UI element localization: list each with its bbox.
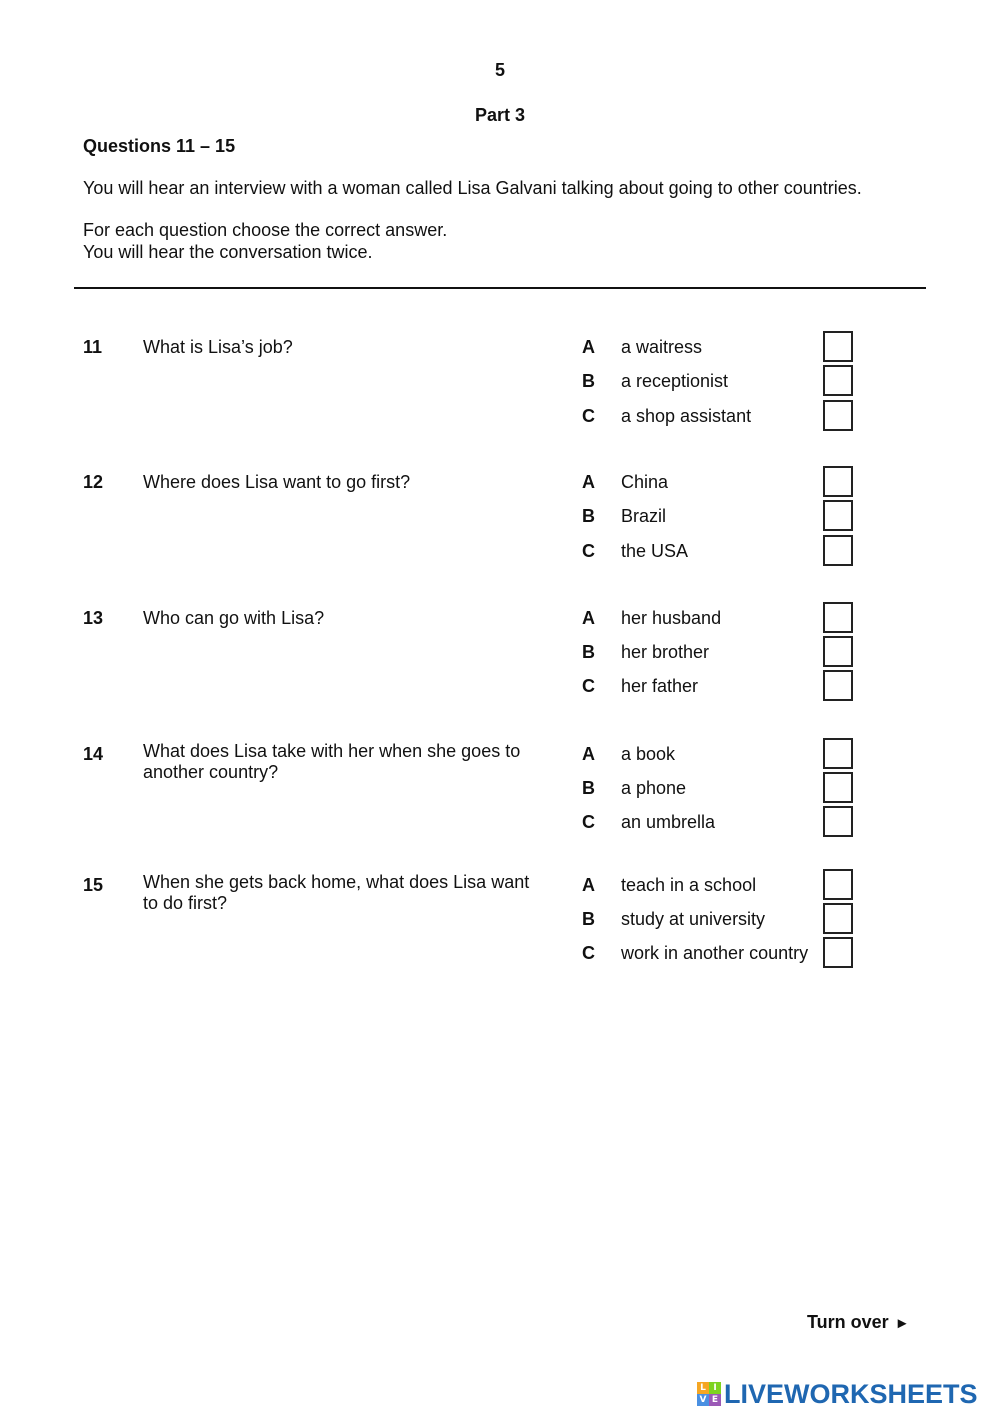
question-number: 15 <box>83 875 104 895</box>
option-text: her father <box>621 676 699 696</box>
answer-checkbox-12-b[interactable] <box>823 500 853 531</box>
option-letter: C <box>582 406 595 426</box>
option-11-a <box>0 337 1000 367</box>
option-13-b <box>0 642 1000 672</box>
option-letter: B <box>582 506 595 526</box>
option-text: the USA <box>621 541 689 561</box>
question-text: When she gets back home, what does Lisa want to do first? <box>143 872 530 913</box>
option-15-b <box>0 909 1000 939</box>
turn-over <box>807 1312 910 1333</box>
option-14-c <box>0 812 1000 842</box>
arrow-right-icon: ► <box>894 1315 910 1332</box>
option-text: Brazil <box>621 506 667 526</box>
option-text: China <box>621 472 669 492</box>
option-letter: C <box>582 541 595 561</box>
option-14-b <box>0 778 1000 808</box>
liveworksheets-logo-icon <box>697 1382 721 1406</box>
answer-checkbox-14-c[interactable] <box>823 806 853 837</box>
option-14-a <box>0 744 1000 774</box>
option-letter: A <box>582 472 595 492</box>
option-text: a waitress <box>621 337 703 357</box>
option-12-b <box>0 506 1000 536</box>
question-number: 11 <box>83 337 103 357</box>
option-letter: B <box>582 778 595 798</box>
option-11-b <box>0 371 1000 401</box>
answer-checkbox-11-b[interactable] <box>823 365 853 396</box>
answer-checkbox-15-c[interactable] <box>823 937 853 968</box>
option-text: her husband <box>621 608 722 628</box>
liveworksheets-brand <box>697 1378 978 1410</box>
option-12-a <box>0 472 1000 502</box>
option-letter: C <box>582 676 595 696</box>
answer-checkbox-13-c[interactable] <box>823 670 853 701</box>
option-letter: A <box>582 608 595 628</box>
page-number: 5 <box>494 60 505 80</box>
answer-checkbox-15-a[interactable] <box>823 869 853 900</box>
question-text: What does Lisa take with her when she goes to another country? <box>143 741 521 782</box>
option-15-a <box>0 875 1000 905</box>
option-letter: B <box>582 642 595 662</box>
logo-letter: I <box>709 1382 721 1394</box>
instruction-intro: You will hear an interview with a woman called Lisa Galvani talking about going to other countries. <box>83 178 862 198</box>
part-title: Part 3 <box>474 105 526 125</box>
option-text: a receptionist <box>621 371 729 391</box>
option-letter: C <box>582 943 595 963</box>
liveworksheets-brand-text: LIVEWORKSHEETS <box>724 1378 978 1409</box>
turn-over-label: Turn over <box>807 1312 889 1332</box>
option-12-c <box>0 541 1000 571</box>
option-13-c <box>0 676 1000 706</box>
question-text: Where does Lisa want to go first? <box>143 472 411 492</box>
option-letter: A <box>582 744 595 764</box>
question-number: 13 <box>83 608 104 628</box>
question-number: 12 <box>83 472 104 492</box>
option-letter: A <box>582 875 595 895</box>
question-number: 14 <box>83 744 104 764</box>
logo-letter: L <box>697 1382 709 1394</box>
answer-checkbox-12-a[interactable] <box>823 466 853 497</box>
option-text: a book <box>621 744 676 764</box>
option-text: teach in a school <box>621 875 757 895</box>
option-letter: C <box>582 812 595 832</box>
logo-letter: V <box>697 1394 709 1406</box>
option-text: her brother <box>621 642 710 662</box>
logo-letter: E <box>709 1394 721 1406</box>
instruction-twice: You will hear the conversation twice. <box>83 242 373 262</box>
answer-checkbox-13-a[interactable] <box>823 602 853 633</box>
answer-checkbox-14-b[interactable] <box>823 772 853 803</box>
option-11-c <box>0 406 1000 436</box>
questions-heading: Questions 11 – 15 <box>83 136 236 156</box>
answer-checkbox-11-a[interactable] <box>823 331 853 362</box>
answer-checkbox-12-c[interactable] <box>823 535 853 566</box>
question-text: What is Lisa’s job? <box>143 337 293 357</box>
divider <box>74 287 926 289</box>
answer-checkbox-11-c[interactable] <box>823 400 853 431</box>
option-text: an umbrella <box>621 812 716 832</box>
option-15-c <box>0 943 1000 973</box>
option-text: a phone <box>621 778 687 798</box>
option-text: work in another country <box>621 943 809 963</box>
option-letter: B <box>582 909 595 929</box>
option-letter: B <box>582 371 595 391</box>
option-13-a <box>0 608 1000 638</box>
option-letter: A <box>582 337 595 357</box>
answer-checkbox-13-b[interactable] <box>823 636 853 667</box>
instruction-choose: For each question choose the correct answer. <box>83 220 448 240</box>
answer-checkbox-14-a[interactable] <box>823 738 853 769</box>
answer-checkbox-15-b[interactable] <box>823 903 853 934</box>
option-text: a shop assistant <box>621 406 752 426</box>
option-text: study at university <box>621 909 766 929</box>
question-text: Who can go with Lisa? <box>143 608 325 628</box>
